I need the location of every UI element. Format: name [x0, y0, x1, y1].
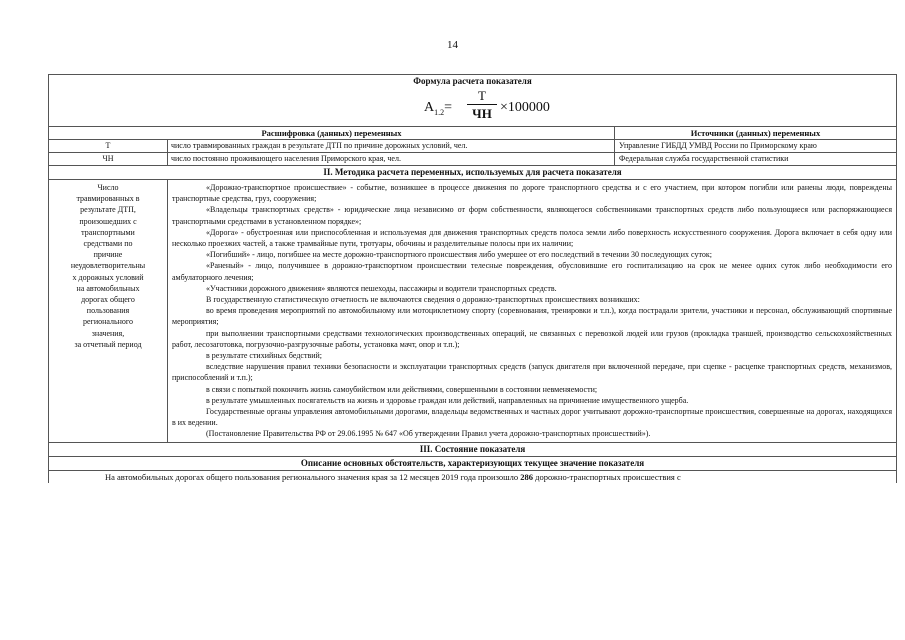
method-paragraph: в результате стихийных бедствий;	[206, 351, 323, 361]
page-number: 14	[447, 39, 458, 51]
method-paragraph: «Раненый» - лицо, получившее в дорожно-транспортном происшествии телесные повреждения, обусловившие его госпитализацию на срок не менее одних суток либо необходимости его амбулаторного лечения;	[172, 261, 892, 282]
variables-header-right: Источники (данных) переменных	[690, 128, 821, 138]
variable-description: число постоянно проживающего населения Приморского края, чел.	[168, 153, 615, 165]
variable-symbol: Т	[49, 140, 168, 152]
method-paragraph: «Дорога» - обустроенная или приспособленная и используемая для движения транспортных средств полоса земли либо поверхность искусственного сооружения. Дорога включает в себя одну или несколько проезжих частей, а также трамвайные пути, тротуары, обочины и разделительные полосы при их наличии;	[172, 227, 892, 249]
variables-header	[49, 126, 896, 139]
method-paragraph: Государственные органы управления автомобильными дорогами, владельцы ведомственных и частных дорог учитывают дорожно-транспортные происшествия, совершенные на дорогах, находящихся в их ведении.	[172, 407, 892, 428]
state-text: На автомобильных дорогах общего пользования регионального значения края за 12 месяцев 2019 года произошло 286 дорожно-транспортных происшествия с	[49, 470, 896, 483]
formula-title: Формула расчета показателя	[49, 74, 896, 88]
indicator-table	[48, 74, 897, 483]
state-header: III. Состояние показателя	[49, 442, 896, 456]
method-paragraph: вследствие нарушения правил техники безопасности и эксплуатации транспортных средств (запуск двигателя при включенной передаче, при сцепке - расцепке транспортных средств, механизмов, приспособлений и т.п.);	[172, 362, 892, 383]
method-paragraph: «Дорожно-транспортное происшествие» - событие, возникшее в процессе движения по дороге транспортного средства и с его участием, при котором погибли или ранены люди, повреждены транспортные средства, груз, сооружения;	[172, 183, 892, 204]
method-paragraph: «Погибший» - лицо, погибшее на месте дорожно-транспортного происшествия либо умершее от его последствий в течении 30 последующих суток;	[206, 250, 712, 260]
variable-source: Управление ГИБДД УМВД России по Приморскому краю	[619, 141, 817, 150]
method-paragraph: «Владельцы транспортных средств» - юридические лица независимо от форм собственности, являющегося собственниками транспортных средств либо пользующиеся или распоряжающиеся транспортными средствами в установленном порядке»;	[172, 205, 892, 226]
accident-count: 286	[520, 471, 534, 482]
state-subheader: Описание основных обстоятельств, характеризующих текущее значение показателя	[49, 456, 896, 470]
method-variable-name: Число травмированных в результате ДТП, произошедших с транспортными средствами по причине неудовлетворительны х дорожных условий на автомобильных дорогах общего пользования регионального значения, за отчетный период	[49, 180, 168, 442]
method-paragraph: «Участники дорожного движения» являются пешеходы, пассажиры и водители транспортных средств.	[206, 283, 557, 293]
method-paragraph: в связи с попыткой покончить жизнь самоубийством или действиями, совершенными в состоянии невменяемости;	[206, 384, 598, 394]
method-paragraph: (Постановление Правительства РФ от 29.06.1995 № 647 «Об утверждении Правил учета дорожно-транспортных происшествий»).	[206, 429, 651, 439]
variables-header-left: Расшифровка (данных) переменных	[49, 127, 615, 139]
formula-multiplier: ×100000	[500, 100, 550, 115]
formula-numerator: T	[467, 88, 497, 105]
variable-source: Федеральная служба государственной статистики	[619, 154, 789, 163]
variable-row	[49, 152, 896, 165]
method-header: II. Методика расчета переменных, используемых для расчета показателя	[49, 165, 896, 179]
formula-lhs: $A_{1.2}=$	[424, 100, 453, 117]
method-section	[49, 179, 896, 442]
method-paragraph: при выполнении транспортными средствами технологических производственных операций, не связанных с перевозкой людей или грузов (прокладка траншей, производство сельскохозяйственных работ, лесозаготовка, погрузочно-разгрузочные работы, установка мачт, опор и т.п.);	[172, 328, 892, 349]
formula-fraction	[467, 88, 497, 123]
variable-symbol: ЧН	[49, 153, 168, 165]
method-paragraph: В государственную статистическую отчетность не включаются сведения о дорожно-транспортных происшествиях возникших:	[206, 295, 640, 305]
method-paragraph: в результате умышленных посягательств на жизнь и здоровье граждан или действий, направленных на причинение имущественного ущерба.	[206, 395, 689, 405]
variable-row	[49, 139, 896, 152]
variable-description: число травмированных граждан в результате ДТП по причине дорожных условий, чел.	[168, 140, 615, 152]
method-paragraph: во время проведения мероприятий по автомобильному или мотоциклетному спорту (соревнования, тренировки и т.п.), когда пострадали зрители, участники и персонал, обслуживающий спортивные мероприятия;	[172, 306, 892, 327]
formula	[49, 88, 896, 126]
method-description	[168, 180, 896, 442]
formula-denominator: ЧН	[472, 106, 492, 121]
